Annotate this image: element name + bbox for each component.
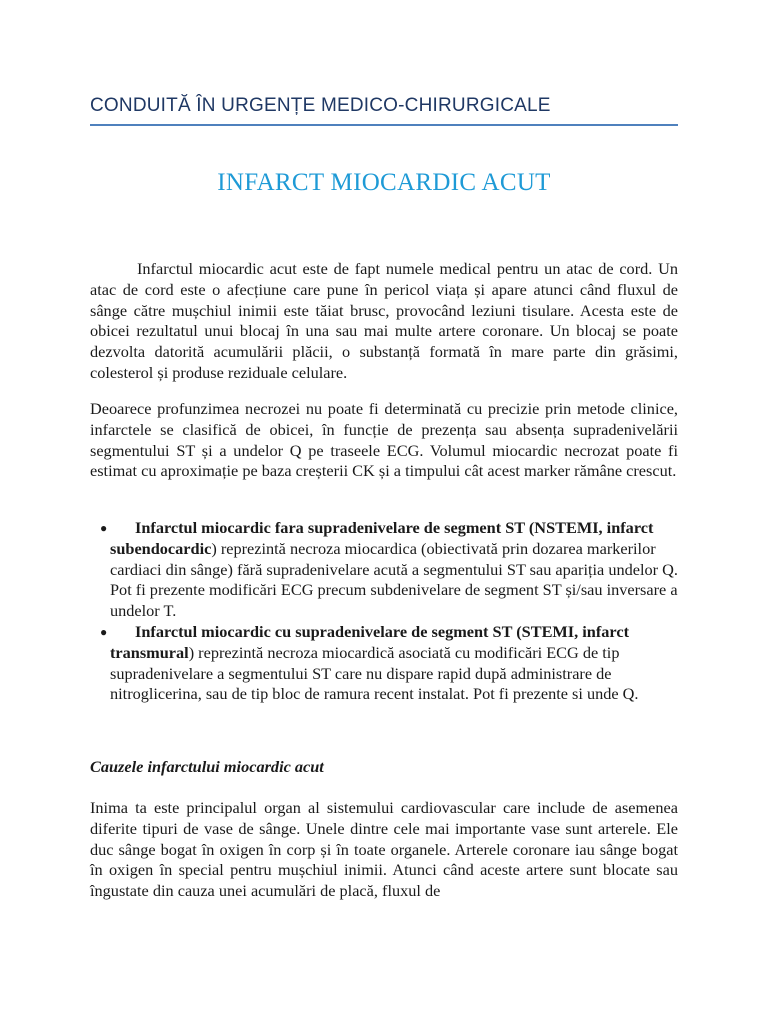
paragraph-causes: Inima ta este principalul organ al sistemului cardiovascular care include de asemenea diferite tipuri de vase de sânge. Unele dintre cele mai importante vase sunt arterele. Ele duc sânge bogat în oxigen în corp și în toate organele. Arterele coronare iau sânge bogat în oxigen în special pentru mușchiul inimii. Atunci când aceste artere sunt blocate sau îngustate din cauza unei acumulări de placă, fluxul de — [90, 798, 678, 901]
paragraph-classification: Deoarece profunzimea necrozei nu poate fi determinată cu precizie prin metode clinice, infarctele se clasifică de obicei, în funcție de prezența sau absența supradenivelării segmentului ST și a undelor Q pe traseele ECG. Volumul miocardic necrozat poate fi estimat cu aproximație pe baza creșterii CK și a timpului cât acest marker rămâne crescut. — [90, 399, 678, 481]
bullet-list — [90, 518, 678, 705]
list-item — [90, 622, 678, 705]
bullet-text: ) reprezintă necroza miocardica (obiectivată prin dozarea markerilor cardiaci din sânge) fără supradenivelare acută a segmentului ST sau apariția undelor Q. Pot fi prezente modificări ECG precum subdenivelare de segment ST și/sau inversare a undelor T. — [110, 538, 678, 621]
page-header: CONDUITĂ ÎN URGENȚE MEDICO-CHIRURGICALE — [90, 95, 551, 116]
bullet-text: ) reprezintă necroza miocardică asociată cu modificări ECG de tip supradenivelare a segmentului ST care nu dispare rapid după administrare de nitroglicerina, sau de tip bloc de ramura recent instalat. Pot fi prezente si unde Q. — [110, 642, 639, 704]
bullet-icon: ● — [100, 624, 108, 639]
header-divider — [90, 124, 678, 126]
paragraph-intro: Infarctul miocardic acut este de fapt numele medical pentru un atac de cord. Un atac de cord este o afecțiune care pune în pericol viața și apare atunci când fluxul de sânge către mușchiul inimii este tăiat brusc, provocând leziuni tisulare. Acesta este de obicei rezultatul unui blocaj în una sau mai multe artere coronare. Un blocaj se poate dezvolta datorită acumulării plăcii, o substanță formată în mare parte din grăsimi, colesterol și produse reziduale celulare. — [90, 259, 678, 382]
section-heading: Cauzele infarctului miocardic acut — [90, 757, 324, 776]
list-item — [90, 518, 678, 622]
document-title: INFARCT MIOCARDIC ACUT — [217, 169, 551, 196]
bullet-icon: ● — [100, 521, 108, 535]
bullet-bold-text: Infarctul miocardic cu supradenivelare de segment ST (STEMI, infarct transmural — [110, 621, 630, 662]
bullet-bold-text: Infarctul miocardic fara supradenivelare de segment ST (NSTEMI, infarct subendocardic — [110, 518, 654, 558]
